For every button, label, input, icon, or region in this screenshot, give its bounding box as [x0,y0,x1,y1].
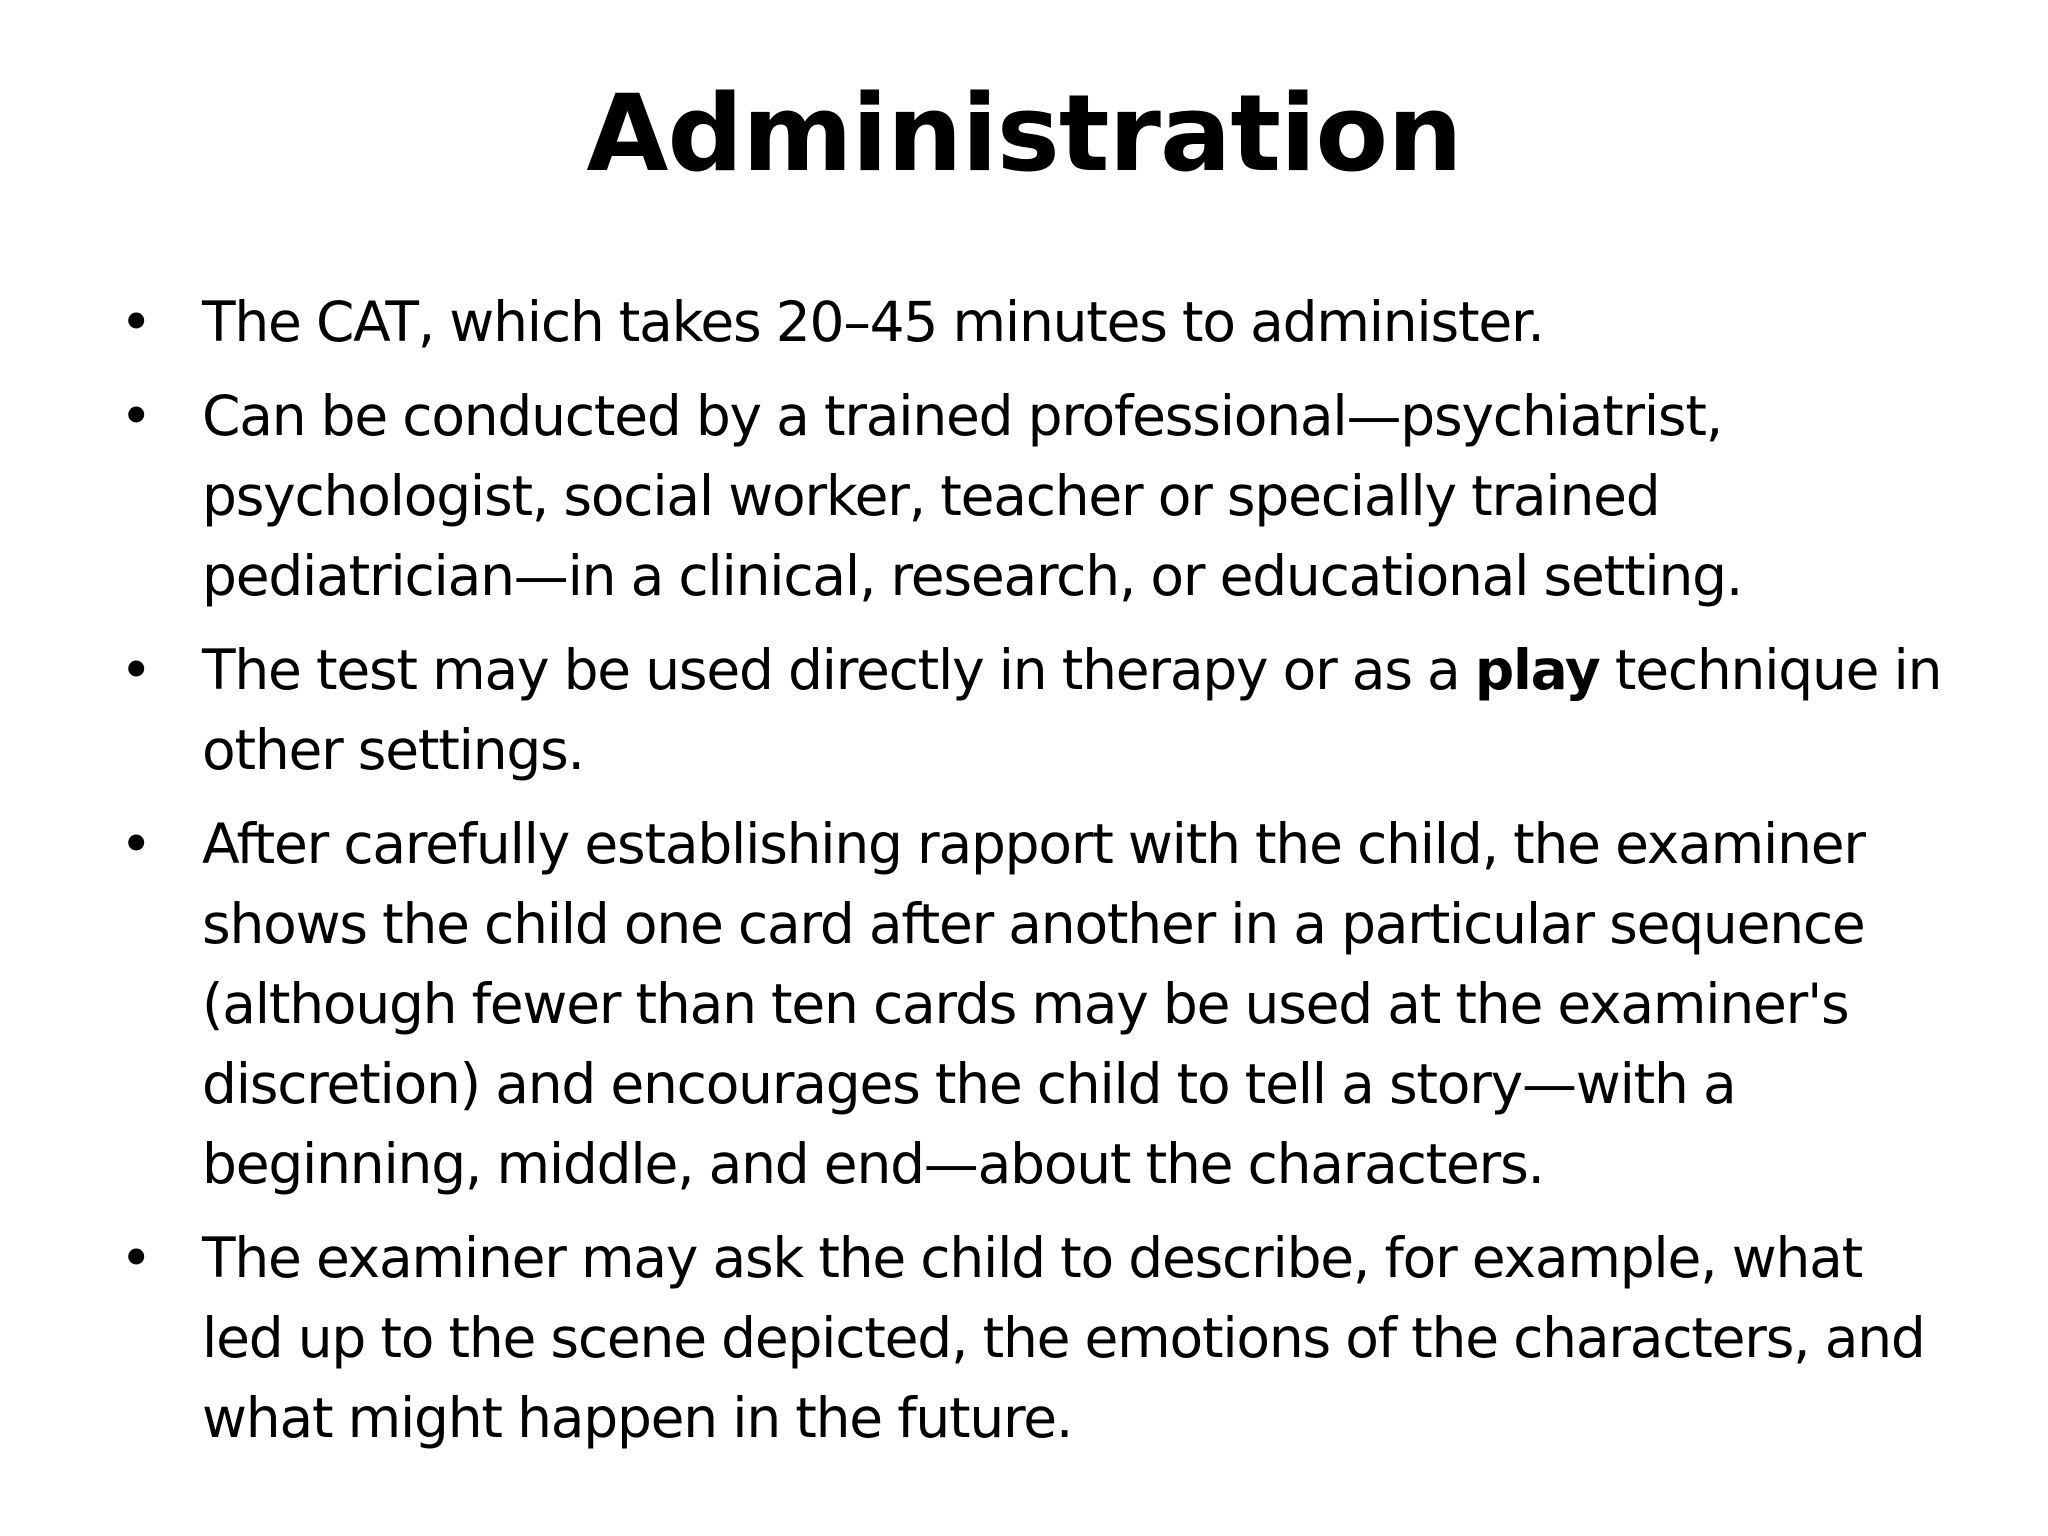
bullet-point-icon: • [120,384,152,448]
bullet-item-1 [120,282,1950,362]
bullet-point-icon: • [120,638,152,702]
bullet-text: The examiner may ask the child to describe, for example, what led up to the scene depicted, the emotions of the characters, and what might happen in the future. [202,1226,1925,1450]
slide-title: Administration [586,72,1462,195]
bullet-list [120,282,1950,1472]
bullet-item-4 [120,804,1950,1204]
bullet-item-2 [120,376,1950,616]
bullet-text [202,630,1950,790]
bullet-point-icon: • [120,1226,152,1290]
bullet-point-icon: • [120,812,152,876]
bullet-text-after: technique in other settings. [202,638,1942,782]
bullet-item-3 [120,630,1950,790]
bullet-text: The CAT, which takes 20–45 minutes to administer. [202,290,1544,354]
bullet-point-icon: • [120,290,152,354]
bullet-text-before: The test may be used directly in therapy or as a [202,638,1475,702]
bullet-text: Can be conducted by a trained professional—psychiatrist, psychologist, social worker, teacher or specially trained pediatrician—in a clinical, research, or educational setting. [202,384,1743,608]
bullet-text: After carefully establishing rapport with the child, the examiner shows the child one card after another in a particular sequence (although fewer than ten cards may be used at the examiner's discretion) and encourages the child to tell a story—with a beginning, middle, and end—about the characters. [202,812,1865,1196]
bullet-item-5 [120,1218,1950,1458]
bullet-text-bold: play [1474,638,1600,702]
